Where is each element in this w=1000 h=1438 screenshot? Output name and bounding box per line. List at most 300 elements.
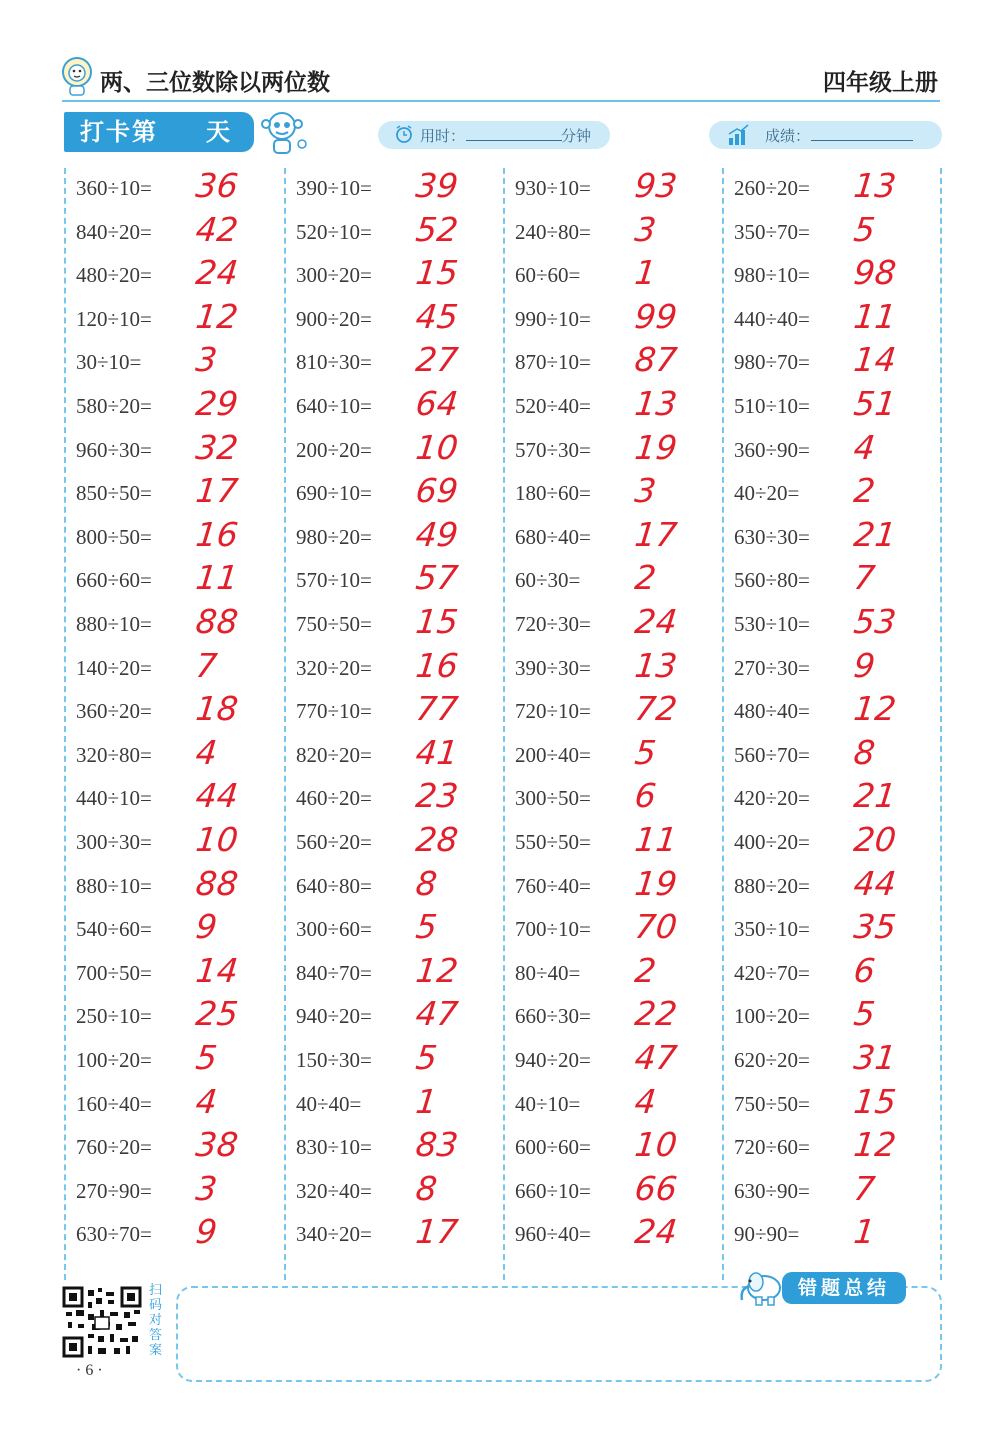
division-question: 120÷10= [76, 306, 152, 331]
division-question: 240÷80= [515, 219, 591, 244]
problem-row [66, 386, 284, 429]
problem-row [724, 996, 942, 1039]
handwritten-answer[interactable]: 10 [193, 820, 241, 859]
problem-row [286, 427, 504, 473]
division-question: 960÷30= [76, 437, 152, 462]
division-question: 900÷20= [296, 306, 372, 331]
division-question: 300÷20= [296, 263, 372, 288]
handwritten-answer[interactable]: 1 [851, 1212, 878, 1252]
handwritten-answer[interactable]: 47 [413, 994, 461, 1034]
division-question: 390÷10= [296, 176, 372, 200]
division-question: 880÷20= [734, 873, 810, 898]
division-question: 300÷30= [76, 830, 152, 854]
division-question: 580÷20= [76, 394, 152, 418]
handwritten-answer[interactable]: 52 [413, 209, 461, 249]
handwritten-answer[interactable]: 12 [413, 950, 461, 990]
problem-row [66, 514, 284, 560]
division-question: 840÷70= [296, 960, 372, 985]
problem-row [66, 342, 284, 385]
problem-row [286, 1127, 504, 1170]
division-question: 520÷40= [515, 394, 591, 418]
handwritten-answer[interactable]: 15 [413, 253, 461, 293]
problem-row [724, 778, 942, 821]
division-question: 980÷70= [734, 350, 810, 375]
handwritten-answer[interactable]: 21 [851, 514, 899, 554]
handwritten-answer[interactable]: 15 [413, 602, 461, 641]
score-label: 成绩： [765, 127, 811, 145]
handwritten-answer[interactable]: 5 [632, 732, 659, 772]
handwritten-answer[interactable]: 7 [851, 558, 878, 598]
division-question: 830÷10= [296, 1135, 372, 1160]
handwritten-answer[interactable]: 44 [851, 863, 899, 903]
division-question: 480÷40= [734, 699, 810, 724]
handwritten-answer[interactable]: 8 [413, 863, 440, 903]
division-question: 770÷10= [296, 699, 372, 724]
division-question: 660÷60= [76, 568, 152, 593]
problem-row [66, 296, 284, 342]
problem-row [286, 342, 504, 385]
problem-row [505, 691, 723, 734]
handwritten-answer[interactable]: 57 [413, 558, 461, 598]
division-question: 560÷80= [734, 568, 810, 593]
handwritten-answer[interactable]: 64 [413, 384, 461, 423]
problem-row [724, 296, 942, 342]
problem-row [66, 909, 284, 952]
handwritten-answer[interactable]: 12 [851, 689, 899, 729]
division-question: 200÷40= [515, 742, 591, 767]
handwritten-answer[interactable]: 24 [193, 253, 241, 293]
division-question: 540÷60= [76, 917, 152, 942]
handwritten-answer[interactable]: 14 [193, 950, 241, 990]
handwritten-answer[interactable]: 16 [413, 645, 461, 685]
problem-row [505, 1081, 723, 1127]
handwritten-answer[interactable]: 38 [193, 1125, 241, 1165]
problem-row [505, 255, 723, 298]
division-question: 700÷50= [76, 960, 152, 985]
division-question: 360÷10= [76, 176, 152, 200]
problem-row [286, 1040, 504, 1083]
division-question: 690÷10= [296, 481, 372, 506]
handwritten-answer[interactable]: 39 [413, 166, 461, 205]
handwritten-answer[interactable]: 11 [632, 820, 680, 859]
problem-row [66, 473, 284, 516]
handwritten-answer[interactable]: 17 [413, 1212, 461, 1252]
division-question: 940÷20= [515, 1048, 591, 1072]
handwritten-answer[interactable]: 3 [193, 340, 220, 380]
handwritten-answer[interactable]: 2 [851, 471, 878, 511]
problem-row [724, 168, 942, 211]
handwritten-answer[interactable]: 99 [632, 296, 680, 336]
division-question: 990÷10= [515, 306, 591, 331]
handwritten-answer[interactable]: 4 [193, 732, 220, 772]
division-question: 930÷10= [515, 176, 591, 200]
handwritten-answer[interactable]: 47 [632, 1038, 680, 1077]
division-question: 980÷10= [734, 263, 810, 288]
problem-row [286, 822, 504, 865]
problem-column [724, 168, 942, 1280]
problem-row [66, 950, 284, 996]
problem-column [505, 168, 723, 1280]
time-spent-field [378, 121, 610, 149]
handwritten-answer[interactable]: 77 [413, 689, 461, 729]
problem-row [66, 209, 284, 255]
handwritten-answer[interactable]: 4 [851, 427, 878, 467]
handwritten-answer[interactable]: 88 [193, 863, 241, 903]
handwritten-answer[interactable]: 8 [413, 1168, 440, 1208]
handwritten-answer[interactable]: 8 [851, 732, 878, 772]
problem-row [286, 909, 504, 952]
division-question: 460÷20= [296, 786, 372, 811]
division-question: 750÷50= [734, 1091, 810, 1116]
problem-row [724, 209, 942, 255]
problem-row [505, 296, 723, 342]
problem-row [66, 427, 284, 473]
handwritten-answer[interactable]: 11 [851, 296, 899, 336]
handwritten-answer[interactable]: 3 [193, 1168, 220, 1208]
problem-row [724, 560, 942, 603]
handwritten-answer[interactable]: 72 [632, 689, 680, 729]
division-question: 30÷10= [76, 350, 142, 375]
problem-row [505, 1127, 723, 1170]
division-question: 750÷50= [296, 612, 372, 636]
problem-row [286, 604, 504, 647]
handwritten-answer[interactable]: 2 [632, 558, 659, 598]
division-question: 320÷80= [76, 742, 152, 767]
handwritten-answer[interactable]: 87 [632, 340, 680, 380]
division-question: 870÷10= [515, 350, 591, 375]
division-question: 160÷40= [76, 1091, 152, 1116]
division-question: 420÷70= [734, 960, 810, 985]
problem-row [286, 732, 504, 778]
handwritten-answer[interactable]: 5 [413, 1038, 440, 1077]
problem-row [286, 863, 504, 909]
problem-row [505, 209, 723, 255]
handwritten-answer[interactable]: 5 [851, 209, 878, 249]
problem-row [66, 255, 284, 298]
division-question: 420÷20= [734, 786, 810, 811]
problem-row [724, 473, 942, 516]
handwritten-answer[interactable]: 13 [851, 166, 899, 205]
handwritten-answer[interactable]: 27 [413, 340, 461, 380]
handwritten-answer[interactable]: 9 [851, 645, 878, 685]
handwritten-answer[interactable]: 4 [632, 1081, 659, 1121]
handwritten-answer[interactable]: 11 [193, 558, 241, 598]
problem-row [286, 1168, 504, 1214]
problem-row [724, 1127, 942, 1170]
problem-row [66, 1168, 284, 1214]
problem-row [66, 1081, 284, 1127]
handwritten-answer[interactable]: 29 [193, 384, 241, 423]
handwritten-answer[interactable]: 20 [851, 820, 899, 859]
problem-row [505, 560, 723, 603]
handwritten-answer[interactable]: 24 [632, 1212, 680, 1252]
handwritten-answer[interactable]: 5 [851, 994, 878, 1034]
problem-row [724, 822, 942, 865]
division-question: 520÷10= [296, 219, 372, 244]
handwritten-answer[interactable]: 4 [193, 1081, 220, 1121]
division-question: 320÷20= [296, 655, 372, 680]
handwritten-answer[interactable]: 44 [193, 776, 241, 816]
problem-row [286, 514, 504, 560]
problem-row [286, 255, 504, 298]
division-question: 390÷30= [515, 655, 591, 680]
problem-column [286, 168, 504, 1280]
problem-row [286, 645, 504, 691]
problem-row [66, 996, 284, 1039]
handwritten-answer[interactable]: 23 [413, 776, 461, 816]
division-question: 980÷20= [296, 524, 372, 549]
division-question: 270÷30= [734, 655, 810, 680]
page-number: · 6 · [76, 1362, 103, 1379]
division-question: 700÷10= [515, 917, 591, 942]
handwritten-answer[interactable]: 19 [632, 863, 680, 903]
handwritten-answer[interactable]: 19 [632, 427, 680, 467]
score-blank-line[interactable] [811, 140, 913, 141]
division-question: 350÷10= [734, 917, 810, 942]
problem-row [505, 427, 723, 473]
problem-row [66, 1127, 284, 1170]
handwritten-answer[interactable]: 13 [632, 645, 680, 685]
problem-row [505, 1214, 723, 1257]
problem-row [505, 1168, 723, 1214]
grade-label: 四年级上册 [823, 70, 938, 96]
problem-row [505, 732, 723, 778]
problem-row [505, 342, 723, 385]
handwritten-answer[interactable]: 51 [851, 384, 899, 423]
division-question: 880÷10= [76, 612, 152, 636]
handwritten-answer[interactable]: 1 [413, 1081, 440, 1121]
division-question: 360÷20= [76, 699, 152, 724]
division-question: 180÷60= [515, 481, 591, 506]
problem-row [505, 386, 723, 429]
handwritten-answer[interactable]: 93 [632, 166, 680, 205]
problem-row [66, 1214, 284, 1257]
handwritten-answer[interactable]: 88 [193, 602, 241, 641]
handwritten-answer[interactable]: 2 [632, 950, 659, 990]
division-question: 40÷20= [734, 481, 800, 506]
handwritten-answer[interactable]: 9 [193, 1212, 220, 1252]
handwritten-answer[interactable]: 35 [851, 907, 899, 947]
problem-row [724, 1214, 942, 1257]
problem-row [724, 386, 942, 429]
problem-column [66, 168, 284, 1280]
division-question: 630÷70= [76, 1222, 152, 1247]
problem-row [286, 560, 504, 603]
division-question: 40÷10= [515, 1091, 581, 1116]
scan-for-answers-text: 扫码对答案 [149, 1283, 163, 1358]
time-blank-line[interactable] [466, 140, 562, 141]
handwritten-answer[interactable]: 69 [413, 471, 461, 511]
error-summary-label: 错题总结 [782, 1272, 906, 1304]
problem-row [286, 691, 504, 734]
handwritten-answer[interactable]: 7 [193, 645, 220, 685]
problem-row [505, 863, 723, 909]
problem-row [505, 473, 723, 516]
division-question: 810÷30= [296, 350, 372, 375]
division-question: 530÷10= [734, 612, 810, 636]
division-question: 570÷30= [515, 437, 591, 462]
problem-row [505, 1040, 723, 1083]
handwritten-answer[interactable]: 14 [851, 340, 899, 380]
division-question: 660÷30= [515, 1004, 591, 1029]
qr-code-icon [62, 1286, 142, 1358]
handwritten-answer[interactable]: 6 [632, 776, 659, 816]
division-question: 40÷40= [296, 1091, 362, 1116]
handwritten-answer[interactable]: 28 [413, 820, 461, 859]
handwritten-answer[interactable]: 10 [632, 1125, 680, 1165]
problem-row [286, 296, 504, 342]
problem-row [286, 1081, 504, 1127]
handwritten-answer[interactable]: 24 [632, 602, 680, 641]
division-question: 80÷40= [515, 960, 581, 985]
problem-row [66, 778, 284, 821]
robot-mascot-icon [255, 104, 309, 158]
division-question: 720÷10= [515, 699, 591, 724]
handwritten-answer[interactable]: 5 [413, 907, 440, 947]
handwritten-answer[interactable]: 45 [413, 296, 461, 336]
problem-row [66, 168, 284, 211]
problem-row [66, 1040, 284, 1083]
problem-row [505, 514, 723, 560]
handwritten-answer[interactable]: 15 [851, 1081, 899, 1121]
time-label: 用时： [420, 127, 466, 145]
handwritten-answer[interactable]: 10 [413, 427, 461, 467]
handwritten-answer[interactable]: 16 [193, 514, 241, 554]
handwritten-answer[interactable]: 22 [632, 994, 680, 1034]
division-question: 60÷30= [515, 568, 581, 593]
problem-row [286, 778, 504, 821]
checkin-day-banner [64, 112, 254, 152]
handwritten-answer[interactable]: 41 [413, 732, 461, 772]
handwritten-answer[interactable]: 3 [632, 209, 659, 249]
problem-row [505, 168, 723, 211]
problem-row [724, 1040, 942, 1083]
division-question: 100÷20= [76, 1048, 152, 1072]
division-question: 630÷90= [734, 1178, 810, 1203]
time-unit-label: 分钟 [561, 127, 592, 145]
problem-row [505, 645, 723, 691]
handwritten-answer[interactable]: 13 [632, 384, 680, 423]
division-question: 320÷40= [296, 1178, 372, 1203]
division-question: 90÷90= [734, 1222, 800, 1247]
problem-row [286, 209, 504, 255]
division-question: 270÷90= [76, 1178, 152, 1203]
handwritten-answer[interactable]: 9 [193, 907, 220, 947]
division-question: 640÷80= [296, 873, 372, 898]
handwritten-answer[interactable]: 53 [851, 602, 899, 641]
division-question: 300÷60= [296, 917, 372, 942]
handwritten-answer[interactable]: 1 [632, 253, 659, 293]
division-question: 760÷40= [515, 873, 591, 898]
handwritten-answer[interactable]: 21 [851, 776, 899, 816]
division-question: 630÷30= [734, 524, 810, 549]
problem-row [724, 255, 942, 298]
checkin-day-unit: 天 [206, 118, 232, 146]
problem-row [724, 732, 942, 778]
alarm-clock-icon [394, 124, 414, 144]
division-question: 960÷40= [515, 1222, 591, 1247]
division-question: 560÷20= [296, 830, 372, 854]
header-divider [62, 100, 940, 102]
division-question: 620÷20= [734, 1048, 810, 1072]
handwritten-answer[interactable]: 32 [193, 427, 241, 467]
handwritten-answer[interactable]: 49 [413, 514, 461, 554]
problem-row [505, 604, 723, 647]
division-question: 140÷20= [76, 655, 152, 680]
division-question: 400÷20= [734, 830, 810, 854]
problem-row [286, 1214, 504, 1257]
handwritten-answer[interactable]: 83 [413, 1125, 461, 1165]
handwritten-answer[interactable]: 31 [851, 1038, 899, 1077]
handwritten-answer[interactable]: 18 [193, 689, 241, 729]
problem-row [66, 822, 284, 865]
division-question: 60÷60= [515, 263, 581, 288]
division-question: 200÷20= [296, 437, 372, 462]
handwritten-answer[interactable]: 42 [193, 209, 241, 249]
handwritten-answer[interactable]: 17 [193, 471, 241, 511]
problem-row [724, 645, 942, 691]
handwritten-answer[interactable]: 70 [632, 907, 680, 947]
division-question: 100÷20= [734, 1004, 810, 1029]
division-question: 300÷50= [515, 786, 591, 811]
problem-row [66, 560, 284, 603]
handwritten-answer[interactable]: 7 [851, 1168, 878, 1208]
division-question: 360÷90= [734, 437, 810, 462]
problem-row [724, 514, 942, 560]
handwritten-answer[interactable]: 25 [193, 994, 241, 1034]
problem-row [724, 342, 942, 385]
handwritten-answer[interactable]: 12 [851, 1125, 899, 1165]
division-question: 560÷70= [734, 742, 810, 767]
handwritten-answer[interactable]: 98 [851, 253, 899, 293]
handwritten-answer[interactable]: 6 [851, 950, 878, 990]
problem-row [286, 996, 504, 1039]
division-question: 940÷20= [296, 1004, 372, 1029]
problem-row [505, 909, 723, 952]
problem-row [286, 950, 504, 996]
division-question: 570÷10= [296, 568, 372, 593]
handwritten-answer[interactable]: 12 [193, 296, 241, 336]
problem-row [724, 863, 942, 909]
problem-row [505, 778, 723, 821]
problem-row [724, 1081, 942, 1127]
handwritten-answer[interactable]: 17 [632, 514, 680, 554]
problem-row [66, 863, 284, 909]
division-question: 640÷10= [296, 394, 372, 418]
division-question: 850÷50= [76, 481, 152, 506]
division-question: 250÷10= [76, 1004, 152, 1029]
bar-chart-icon [727, 124, 751, 146]
division-question: 680÷40= [515, 524, 591, 549]
division-question: 480÷20= [76, 263, 152, 288]
handwritten-answer[interactable]: 66 [632, 1168, 680, 1208]
handwritten-answer[interactable]: 36 [193, 166, 241, 205]
handwritten-answer[interactable]: 5 [193, 1038, 220, 1077]
division-question: 760÷20= [76, 1135, 152, 1160]
problem-row [505, 996, 723, 1039]
division-question: 150÷30= [296, 1048, 372, 1072]
division-question: 720÷30= [515, 612, 591, 636]
problem-row [724, 909, 942, 952]
handwritten-answer[interactable]: 3 [632, 471, 659, 511]
score-field [709, 121, 942, 149]
checkin-label: 打卡第 [80, 118, 158, 146]
problem-row [505, 822, 723, 865]
lion-mascot-icon [60, 56, 94, 96]
division-question: 350÷70= [734, 219, 810, 244]
division-question: 510÷10= [734, 394, 810, 418]
problem-row [724, 1168, 942, 1214]
